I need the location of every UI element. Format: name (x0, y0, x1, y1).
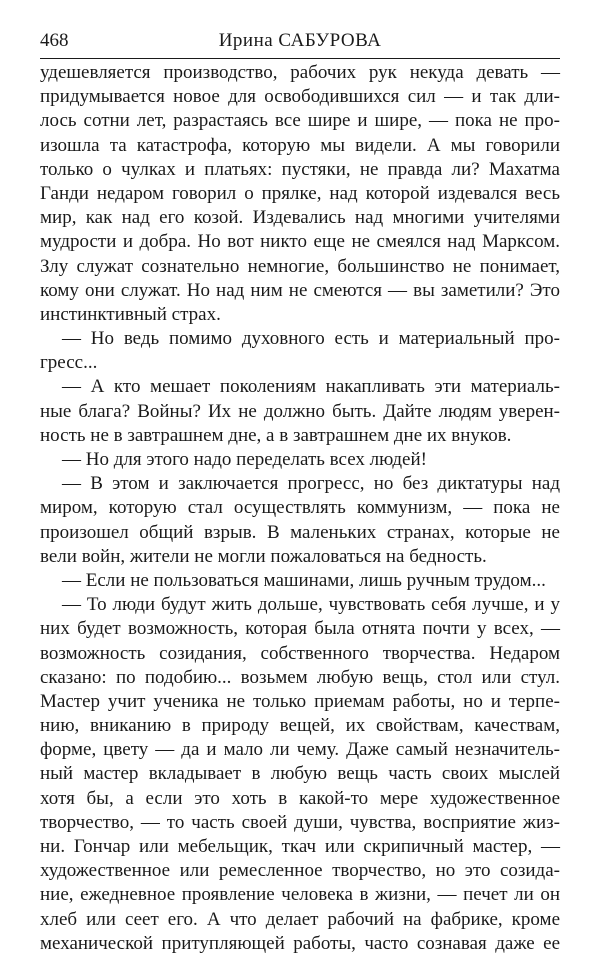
text-line: вели войн, жители не могли пожаловаться на бедность. (40, 545, 487, 567)
text-line: — Но для этого надо переделать всех людей! (62, 449, 427, 470)
text-line: — Если не пользоваться машинами, лишь ручным трудом... (62, 569, 546, 591)
text-line: форме, цвету — да и мало ли чему. Даже самый незначитель- (40, 739, 560, 761)
text-line: инстинктивный страх. (40, 303, 221, 325)
text-line: них будет возможность, которая была отнята почти у всех, — (40, 618, 560, 640)
text-line: механической притупляющей работы, часто сознавая даже ее (40, 932, 560, 954)
text-line: художественное или ремесленное творчество, но это созида- (40, 860, 560, 882)
body-text (40, 61, 560, 956)
text-line: миром, которую стал осуществлять коммунизм, — пока не (40, 497, 560, 519)
text-line: хлеб или сеет его. А что делает рабочий на фабрике, кроме (40, 908, 560, 930)
text-line: удешевляется производство, рабочих рук некуда девать — (40, 62, 560, 83)
text-line: — А кто мешает поколениям накапливать эти материаль- (62, 376, 560, 398)
text-line: Ганди недаром говорил о прялке, над которой издевался весь (40, 182, 560, 204)
text-line: придумывается новое для освободившихся сил — и так дли- (40, 86, 560, 108)
text-line: произошел общий взрыв. В маленьких странах, которые не (40, 521, 560, 543)
text-line: лось сотни лет, разрастаясь все шире и шире, — пока не про- (40, 110, 560, 132)
text-line: — В этом и заключается прогресс, но без диктатуры над (62, 473, 560, 495)
text-line: возможность созидания, собственного творчества. Недаром (40, 642, 560, 664)
page-header (40, 24, 560, 59)
text-line: изошла та катастрофа, которую мы видели. А мы говорили (40, 134, 560, 156)
text-line: творчество, — то часть своей души, чувства, восприятие жиз- (40, 811, 560, 833)
page-number: 468 (40, 30, 69, 51)
text-line: кому они служат. Но над ним не смеются — вы заметили? Это (40, 279, 560, 301)
text-line: ные блага? Войны? Их не должно быть. Дайте людям уверен- (40, 400, 560, 422)
text-line: мудрости и добра. Но вот никто еще не смеялся над Марксом. (40, 231, 560, 253)
text-line: только о чулках и платьях: пустяки, не правда ли? Махатма (40, 158, 560, 180)
text-line: Злу служат сознательно немногие, большинство не понимает, (40, 255, 560, 277)
text-line: сказано: по подобию... возьмем любую вещь, стол или стул. (40, 666, 560, 688)
text-line: Мастер учит ученика не только приемам работы, но и терпе- (40, 690, 560, 712)
text-line: — Но ведь помимо духовного есть и материальный про- (62, 328, 560, 350)
text-line: ный мастер вкладывает в любую вещь часть своих мыслей (40, 763, 560, 785)
text-line: ни. Гончар или мебельщик, ткач или скрипичный мастер, — (40, 836, 560, 857)
text-line: ние, ежедневное проявление человека в жизни, — печет ли он (40, 884, 560, 906)
text-line: гресс... (40, 352, 98, 374)
running-title: Ирина САБУРОВА (218, 30, 382, 51)
text-line: хотя бы, а если это хоть в какой-то мере художественное (40, 787, 560, 809)
text-line: мир, как над его козой. Издевались над многими учителями (40, 207, 560, 229)
text-line: — То люди будут жить дольше, чувствовать себя лучше, и у (62, 594, 560, 616)
text-line: нию, вниканию в природу вещей, их свойствам, качествам, (40, 715, 560, 737)
text-line: ность не в завтрашнем дне, а в завтрашнем дне их внуков. (40, 424, 512, 446)
